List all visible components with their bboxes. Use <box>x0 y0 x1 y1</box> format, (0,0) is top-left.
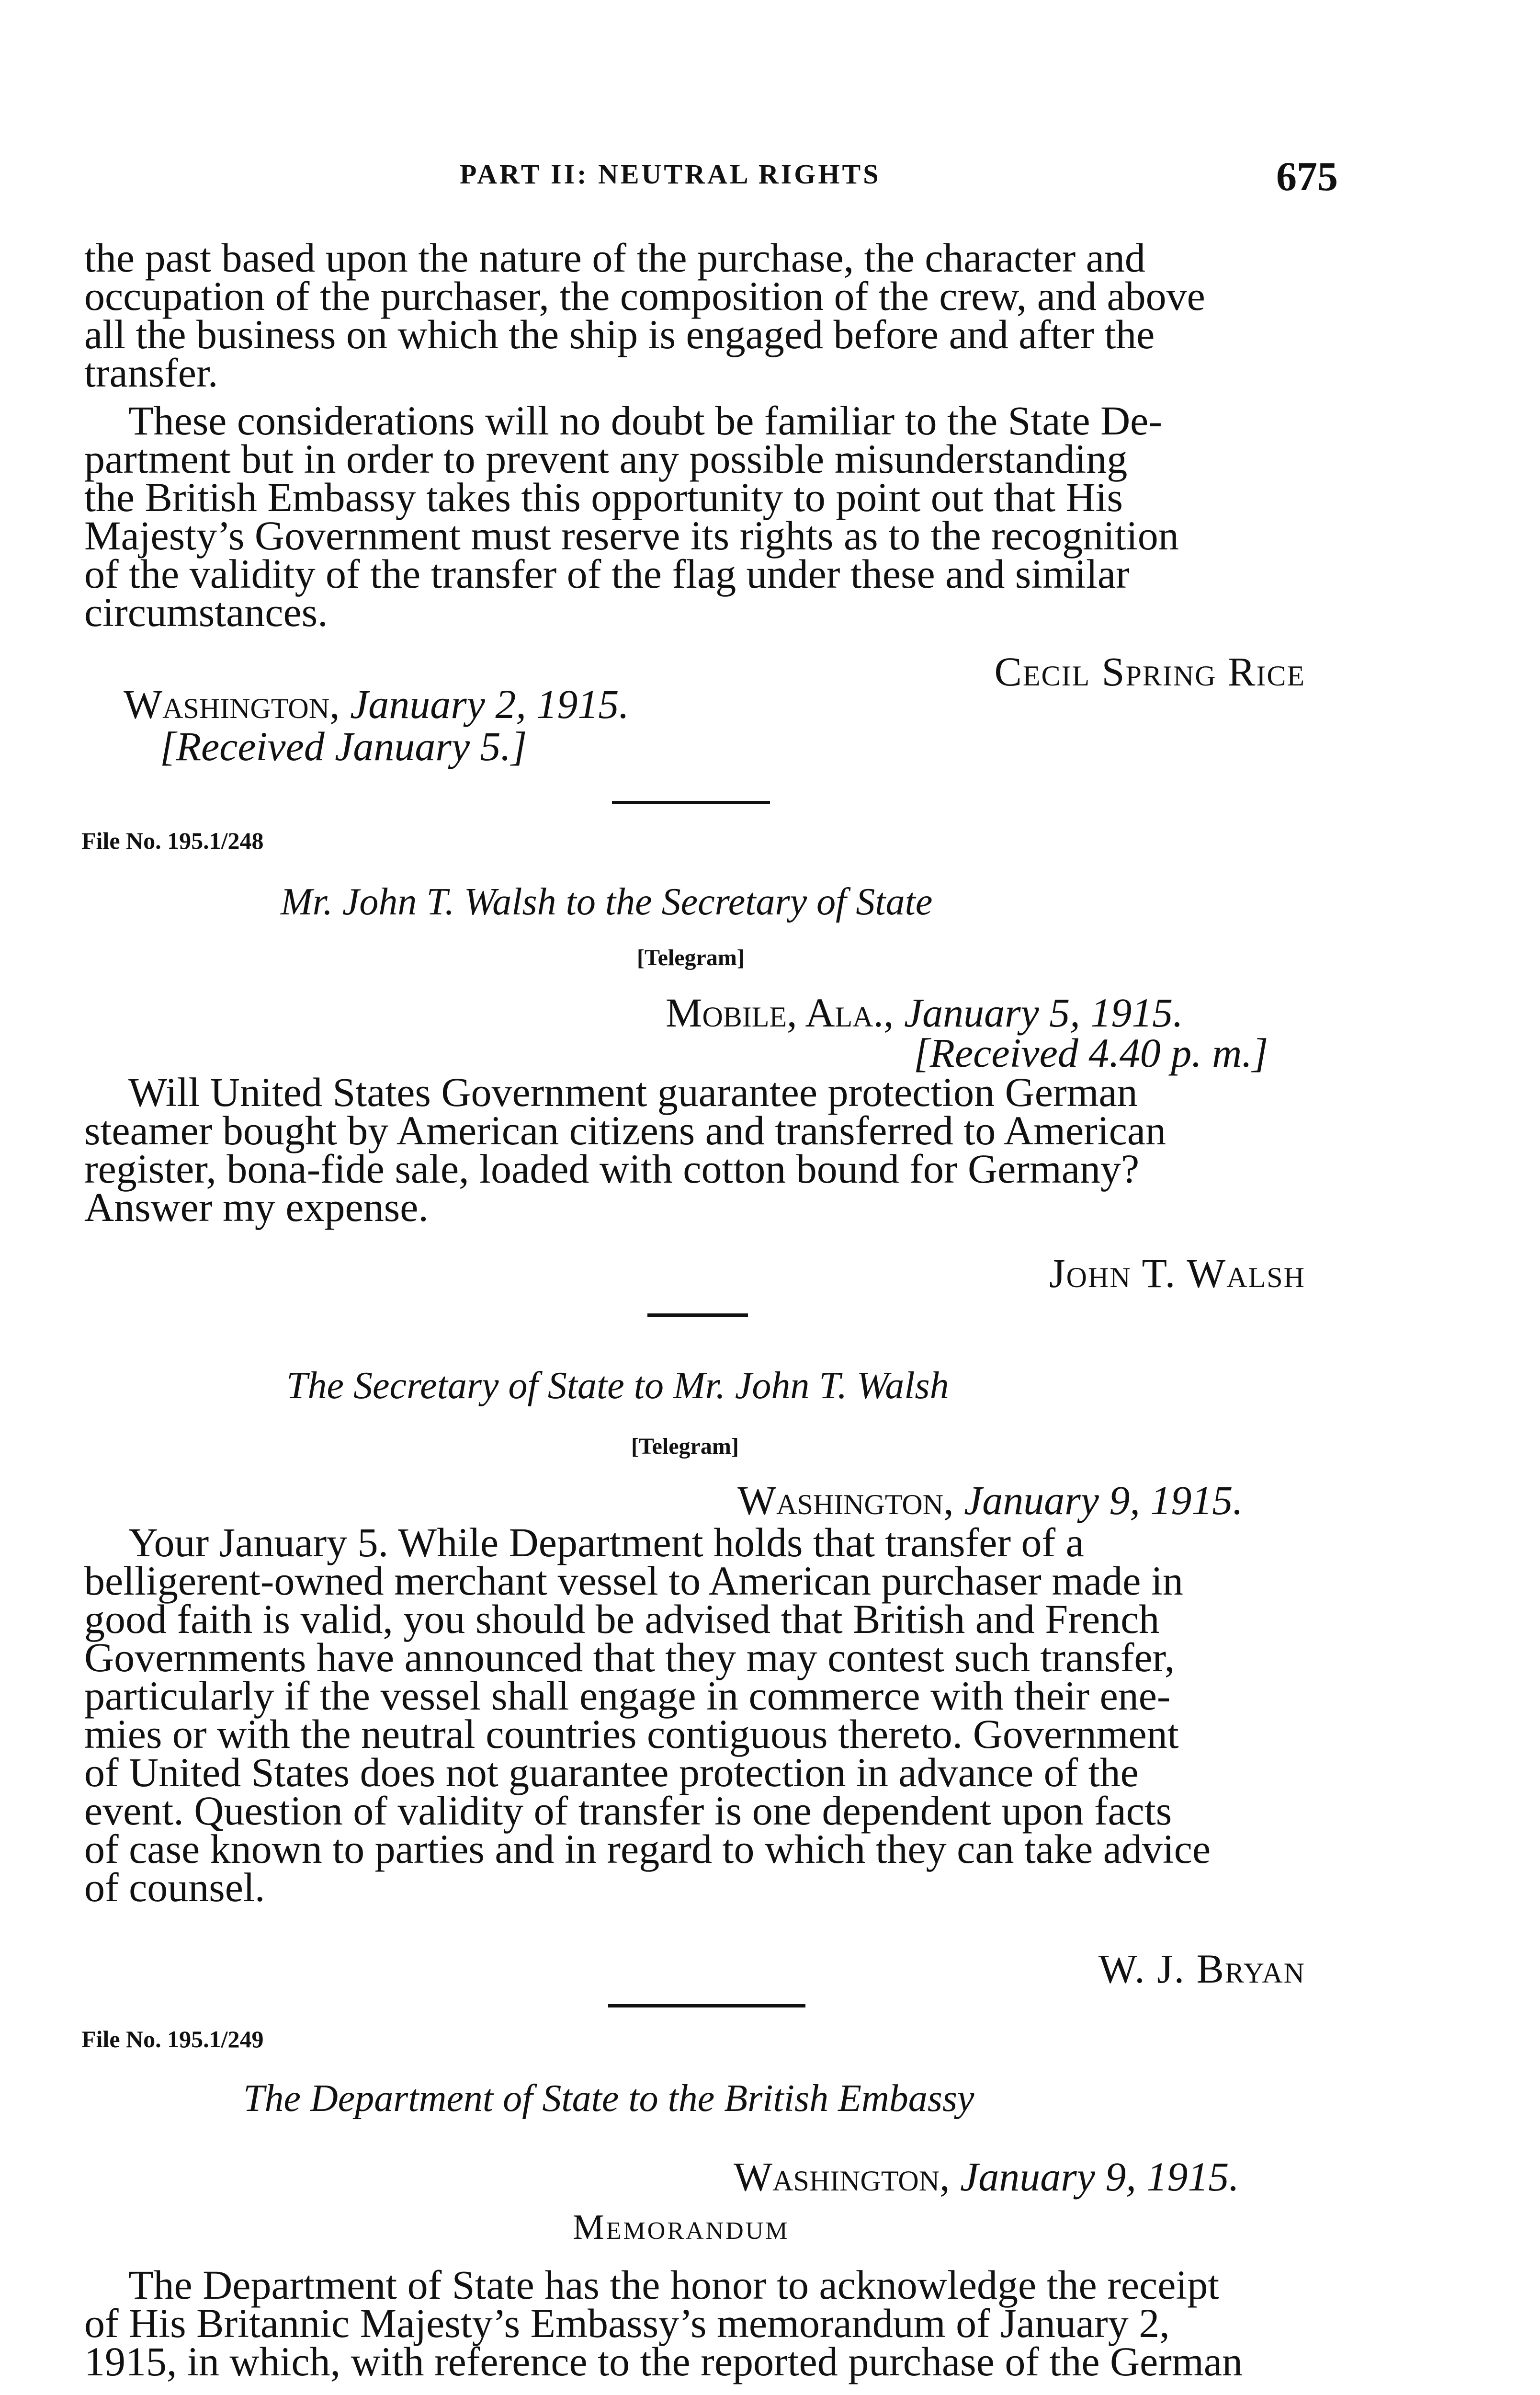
paragraph-bryan-reply <box>84 1519 1346 1910</box>
text-line: 1915, in which, with reference to the reported purchase of the German <box>84 2338 1243 2384</box>
text-line: partment but in order to prevent any possible misunderstanding <box>84 436 1128 482</box>
dateline-washington-jan9-memo <box>734 2153 1239 2201</box>
text-line: belligerent-owned merchant vessel to American purchaser made in <box>84 1558 1183 1604</box>
text-line: Will United States Government guarantee protection German <box>128 1069 1138 1115</box>
paragraph-considerations <box>84 398 1346 635</box>
received-note-440pm: [Received 4.40 p. m.] <box>914 1030 1268 1076</box>
paragraph-memorandum <box>84 2262 1346 2384</box>
section-divider <box>608 2004 805 2007</box>
document-heading-department: The Department of State to the British Embassy <box>243 2077 974 2120</box>
text-line: occupation of the purchaser, the composition of the crew, and above <box>84 273 1205 319</box>
page-number: 675 <box>1276 153 1338 199</box>
telegram-label: [Telegram] <box>637 945 745 970</box>
text-line: good faith is valid, you should be advised that British and French <box>84 1596 1160 1642</box>
section-divider <box>647 1313 748 1317</box>
dateline-place: Washington, <box>737 1477 954 1523</box>
text-line: Governments have announced that they may contest such transfer, <box>84 1634 1175 1680</box>
text-line: of United States does not guarantee protection in advance of the <box>84 1749 1139 1795</box>
paragraph-walsh-telegram <box>84 1069 1346 1230</box>
text-line: The Department of State has the honor to acknowledge the receipt <box>128 2262 1220 2308</box>
text-line: Your January 5. While Department holds that transfer of a <box>128 1519 1084 1565</box>
paragraph-continuation <box>84 235 1346 396</box>
dateline-date: January 9, 1915. <box>964 1477 1243 1523</box>
text-line: Answer my expense. <box>84 1184 429 1230</box>
signature-spring-rice: Cecil Spring Rice <box>994 649 1305 695</box>
dateline-date: January 2, 1915. <box>350 681 629 727</box>
text-line: the past based upon the nature of the purchase, the character and <box>84 235 1145 281</box>
dateline-place: Washington, <box>124 681 340 727</box>
text-line: event. Question of validity of transfer is one dependent upon facts <box>84 1788 1172 1834</box>
text-line: particularly if the vessel shall engage in commerce with their ene- <box>84 1673 1171 1719</box>
dateline-washington-jan9 <box>737 1476 1243 1524</box>
dateline-washington-jan2 <box>124 680 629 728</box>
document-heading-secretary: The Secretary of State to Mr. John T. Walsh <box>286 1365 949 1407</box>
running-head: PART II: NEUTRAL RIGHTS <box>460 159 881 190</box>
text-line: all the business on which the ship is engaged before and after the <box>84 311 1155 357</box>
signature-bryan: W. J. Bryan <box>1098 1946 1305 1992</box>
file-number: File No. 195.1/248 <box>81 827 264 854</box>
dateline-place: Washington, <box>734 2154 950 2200</box>
text-line: of case known to parties and in regard to which they can take advice <box>84 1826 1211 1872</box>
section-divider <box>612 801 770 804</box>
dateline-place: Mobile, Ala., <box>666 990 894 1036</box>
text-line: transfer. <box>84 350 218 396</box>
text-line: These considerations will no doubt be familiar to the State De- <box>128 398 1162 444</box>
dateline-date: January 9, 1915. <box>960 2154 1239 2200</box>
memorandum-heading: Memorandum <box>573 2208 790 2247</box>
text-line: of counsel. <box>84 1864 265 1910</box>
dateline-date: January 5, 1915. <box>904 990 1183 1036</box>
text-line: circumstances. <box>84 589 328 635</box>
telegram-label: [Telegram] <box>631 1434 739 1459</box>
text-line: the British Embassy takes this opportunity to point out that His <box>84 474 1123 520</box>
text-line: of the validity of the transfer of the flag under these and similar <box>84 551 1130 597</box>
received-note-jan5: [Received January 5.] <box>160 723 527 769</box>
text-line: of His Britannic Majesty’s Embassy’s memorandum of January 2, <box>84 2300 1170 2346</box>
text-line: Majesty’s Government must reserve its rights as to the recognition <box>84 513 1179 559</box>
signature-walsh: John T. Walsh <box>1049 1250 1305 1296</box>
text-line: steamer bought by American citizens and transferred to American <box>84 1107 1166 1153</box>
file-number: File No. 195.1/249 <box>81 2026 264 2053</box>
text-line: register, bona-fide sale, loaded with cotton bound for Germany? <box>84 1146 1140 1192</box>
document-heading-walsh: Mr. John T. Walsh to the Secretary of State <box>281 881 933 923</box>
text-line: mies or with the neutral countries contiguous thereto. Government <box>84 1711 1179 1757</box>
